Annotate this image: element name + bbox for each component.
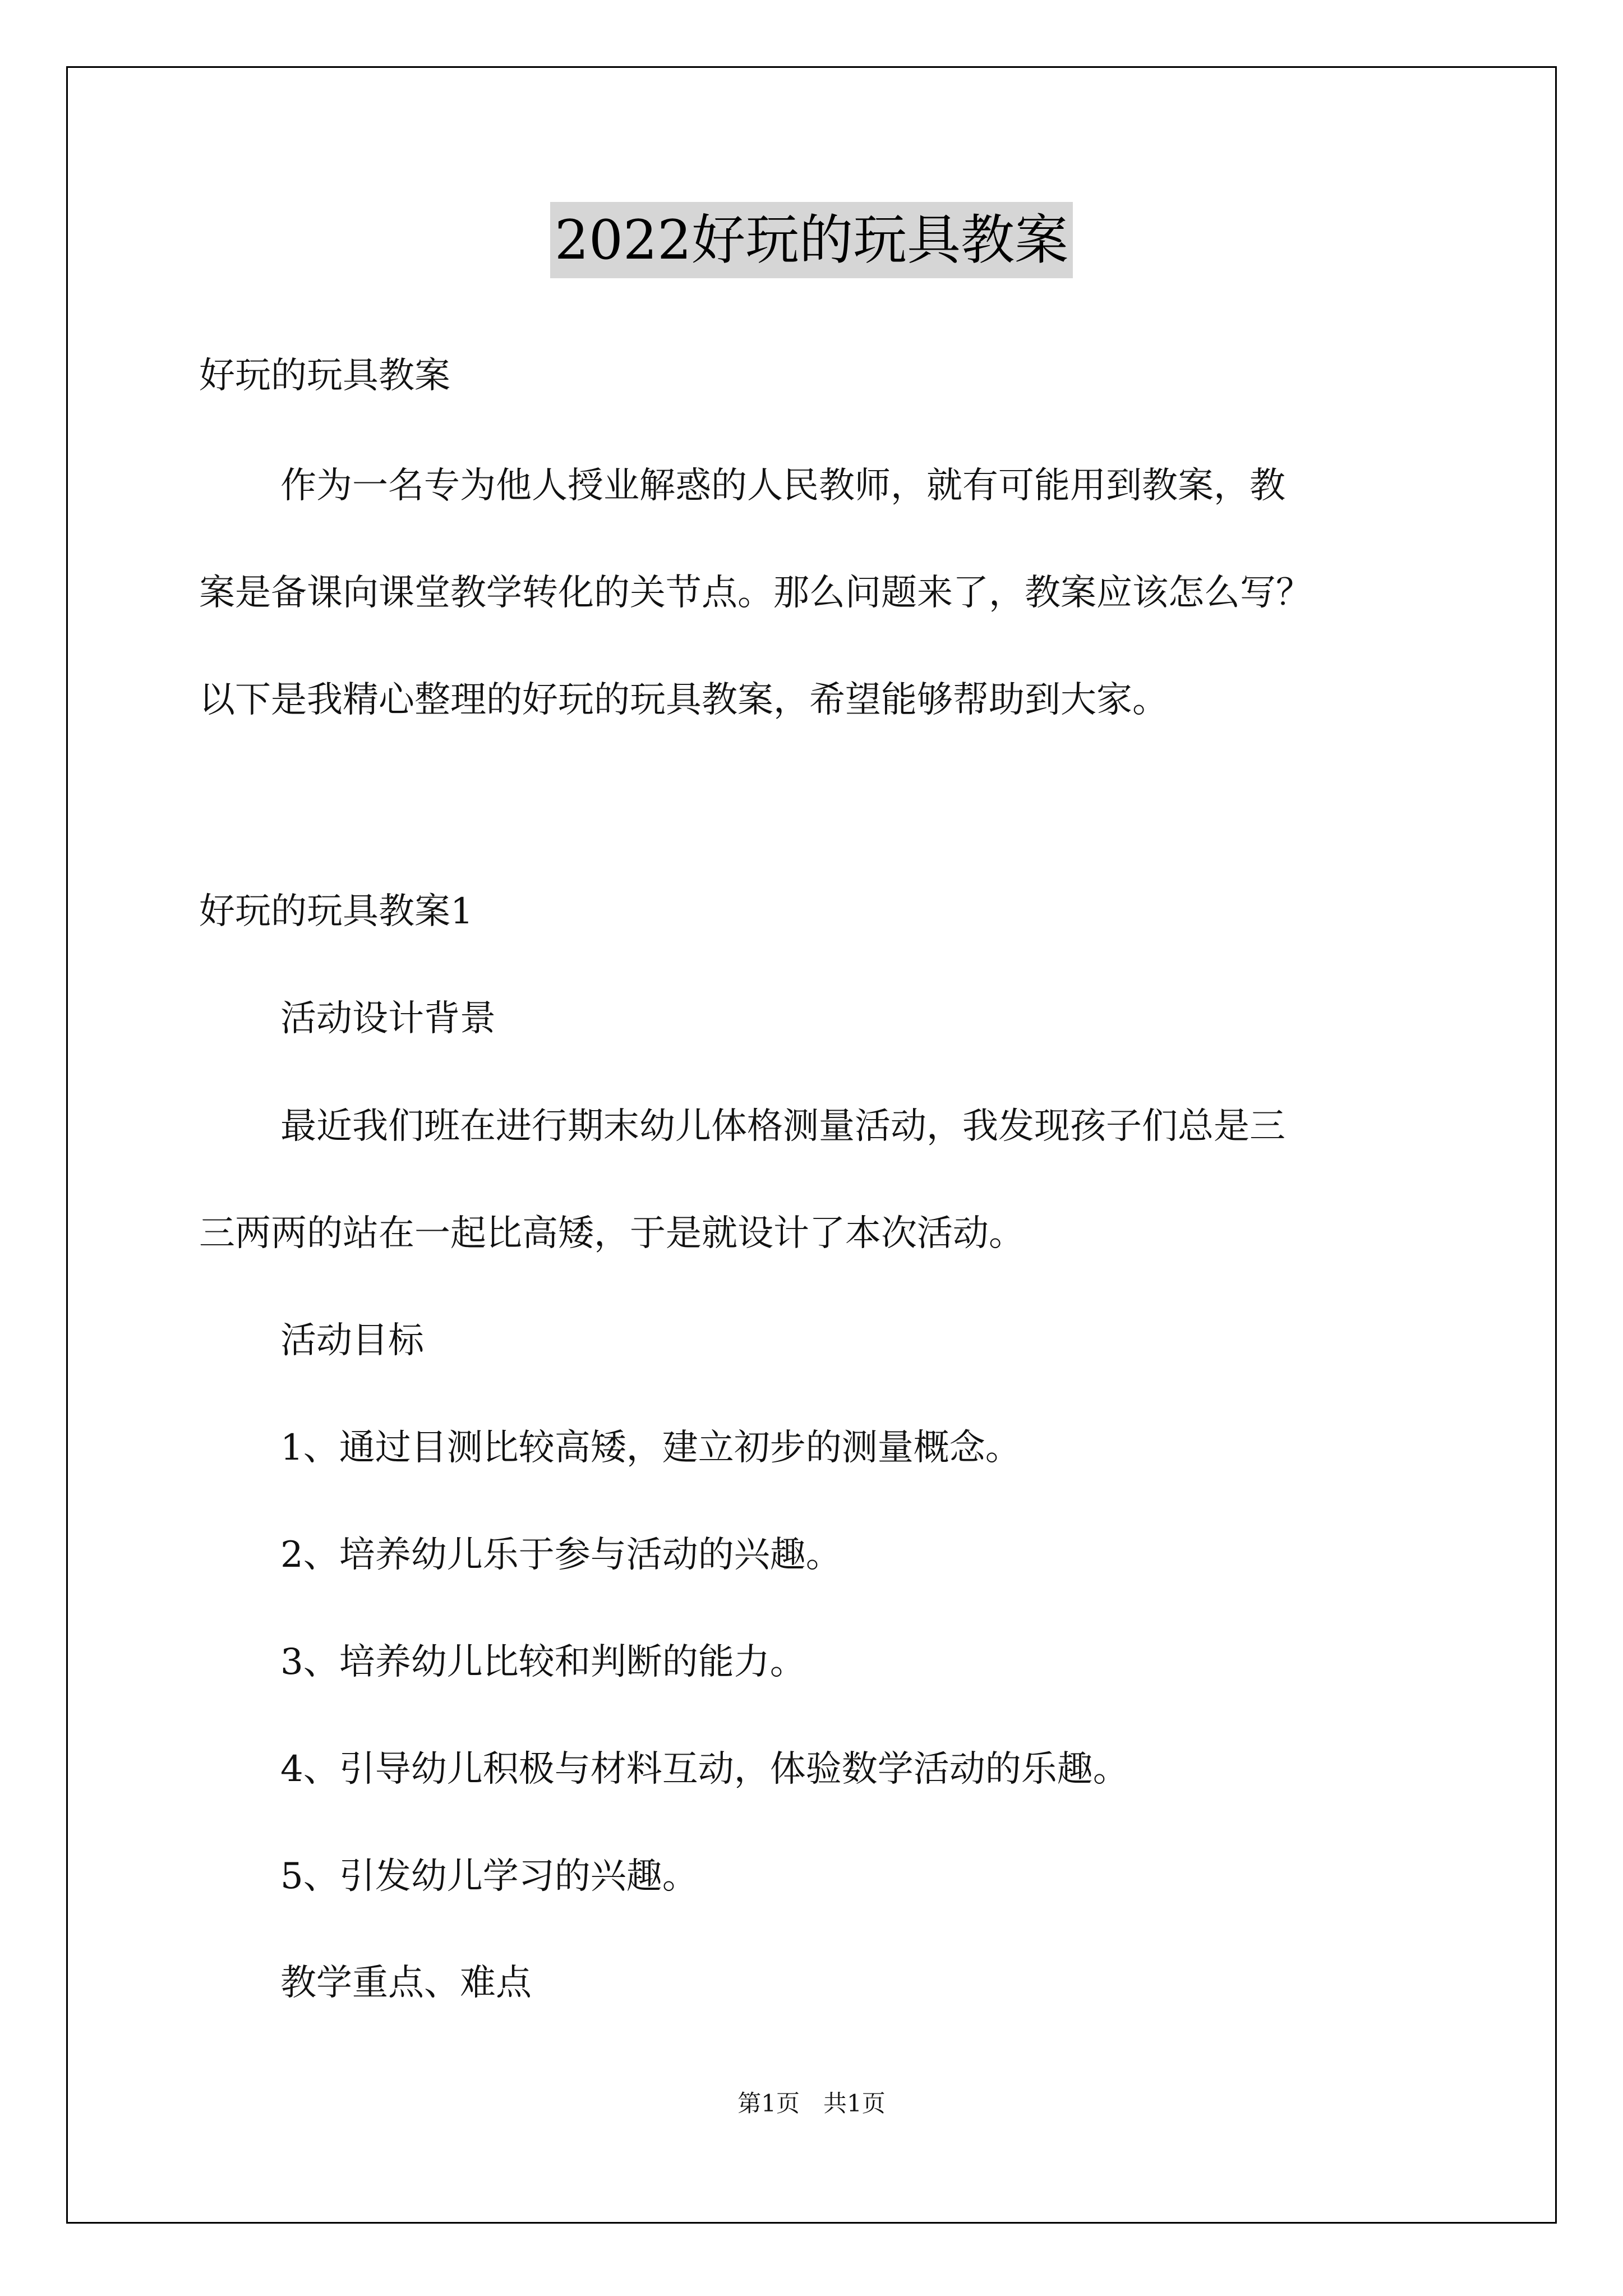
background-heading: 活动设计背景	[280, 998, 496, 1039]
goal-item-2: 2、培养幼儿乐于参与活动的兴趣。	[280, 1534, 842, 1576]
goal-item-4: 4、引导幼儿积极与材料互动，体验数学活动的乐趣。	[280, 1749, 1129, 1790]
intro-line-2: 案是备课向课堂教学转化的关节点。那么问题来了，教案应该怎么写？	[199, 572, 1312, 614]
intro-line-3: 以下是我精心整理的好玩的玩具教案，希望能够帮助到大家。	[199, 679, 1168, 721]
background-line-1: 最近我们班在进行期末幼儿体格测量活动，我发现孩子们总是三	[280, 1106, 1285, 1147]
document-subtitle: 好玩的玩具教案	[199, 355, 450, 397]
document-title: 2022好玩的玩具教案	[550, 202, 1073, 278]
background-line-2: 三两两的站在一起比高矮，于是就设计了本次活动。	[199, 1213, 1025, 1254]
title-container	[0, 202, 1623, 278]
key-points-heading: 教学重点、难点	[280, 1962, 532, 2004]
section-title: 好玩的玩具教案1	[199, 891, 473, 932]
goal-item-1: 1、通过目测比较高矮，建立初步的测量概念。	[280, 1427, 1021, 1469]
page-footer: 第1页 共1页	[737, 2090, 886, 2117]
goals-heading: 活动目标	[280, 1320, 424, 1361]
intro-line-1: 作为一名专为他人授业解惑的人民教师，就有可能用到教案，教	[280, 465, 1285, 507]
goal-item-5: 5、引发幼儿学习的兴趣。	[280, 1856, 698, 1897]
goal-item-3: 3、培养幼儿比较和判断的能力。	[280, 1641, 806, 1683]
